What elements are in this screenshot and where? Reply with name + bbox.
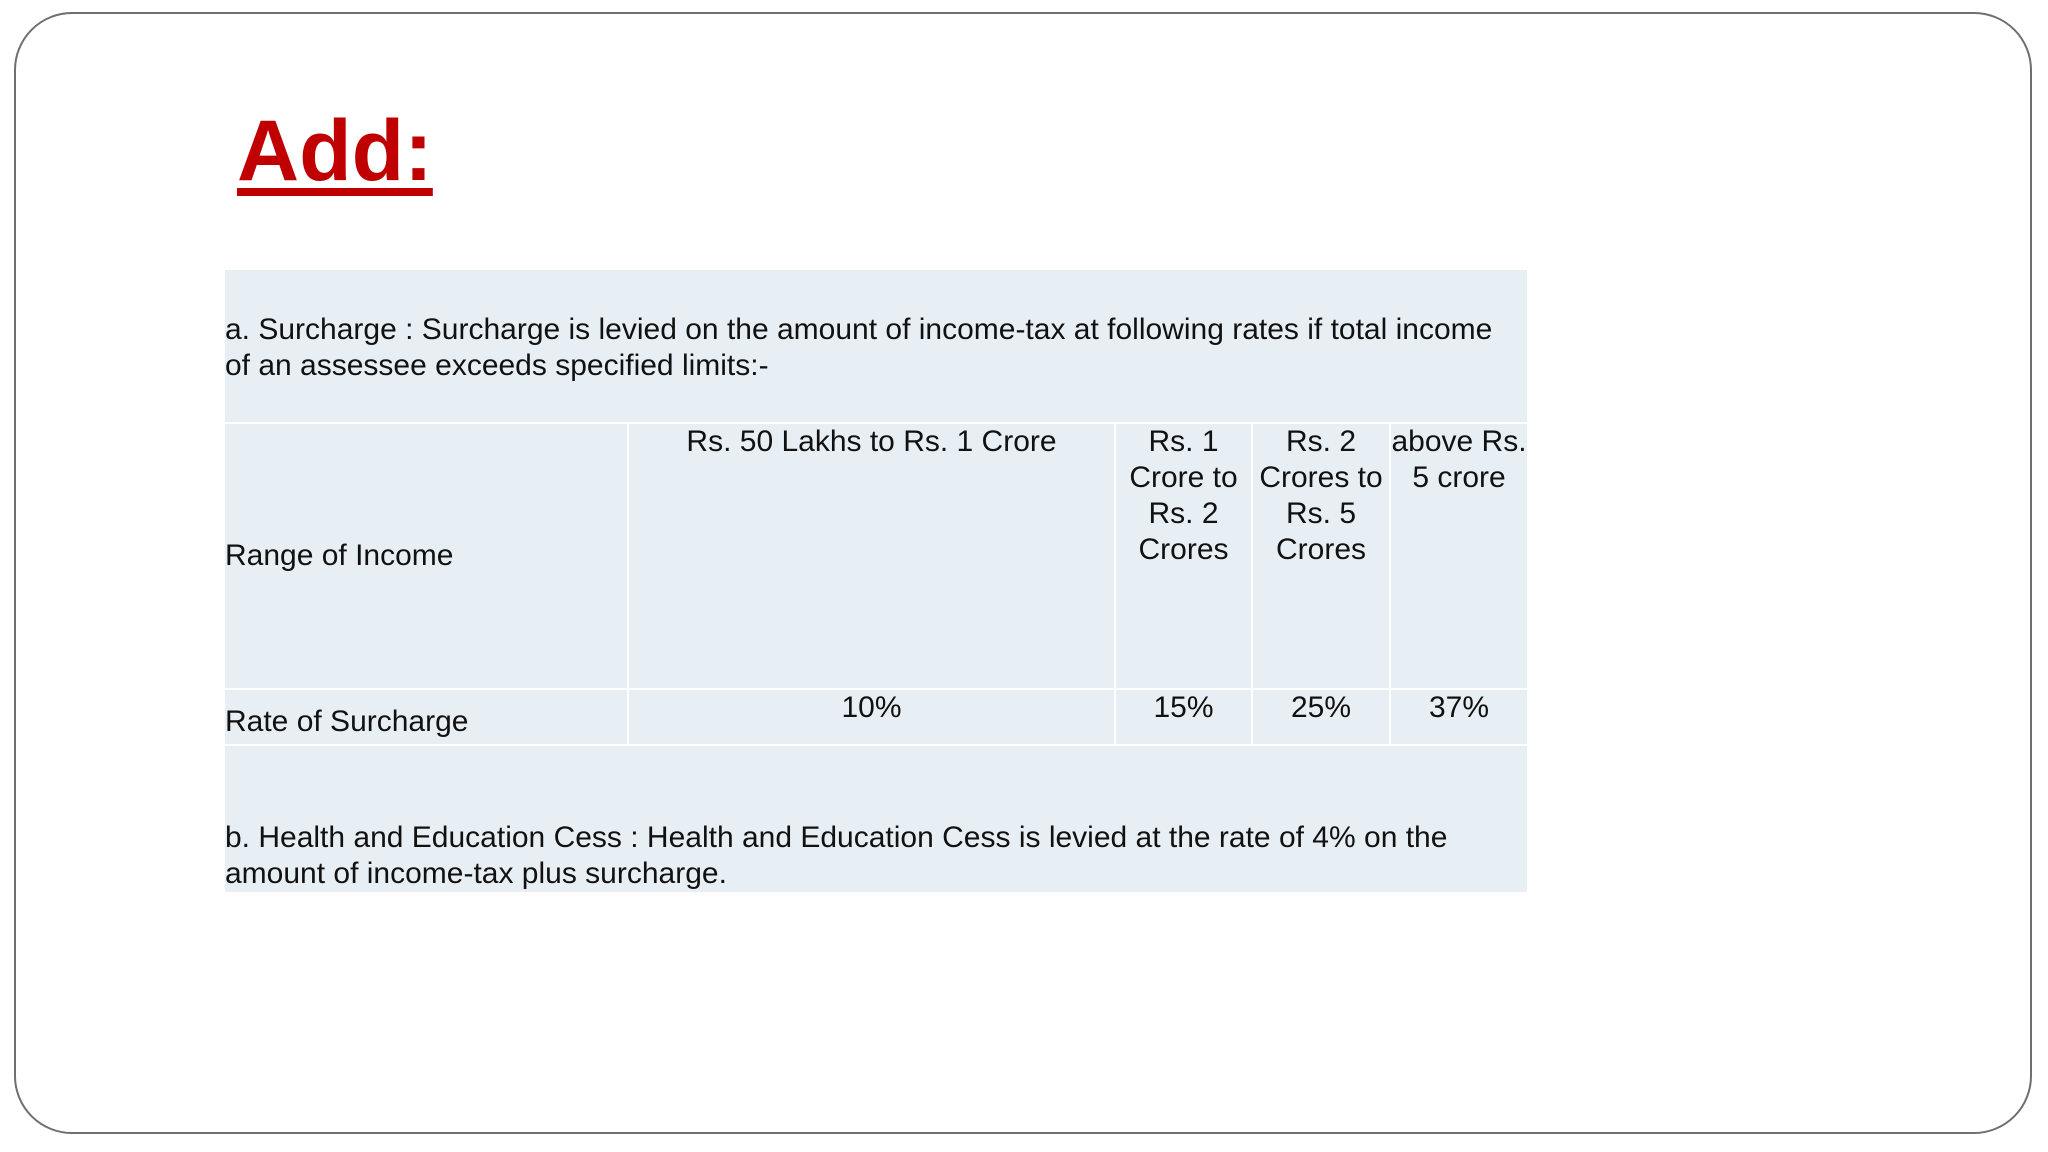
range-cell: Rs. 50 Lakhs to Rs. 1 Crore <box>628 423 1115 689</box>
range-cell: Rs. 1 Crore to Rs. 2 Crores <box>1115 423 1252 689</box>
surcharge-intro: a. Surcharge : Surcharge is levied on the amount of income-tax at following rates if total income of an assessee exceeds specified limits:- <box>225 313 1493 382</box>
rate-cell: 15% <box>1115 689 1252 745</box>
content-panel <box>225 270 1527 892</box>
rate-cell: 25% <box>1252 689 1390 745</box>
rate-cell: 10% <box>628 689 1115 745</box>
rate-of-surcharge-label: Rate of Surcharge <box>225 689 628 745</box>
range-cell: Rs. 2 Crores to Rs. 5 Crores <box>1252 423 1390 689</box>
surcharge-table <box>225 422 1527 746</box>
cess-text: b. Health and Education Cess : Health and Education Cess is levied at the rate of 4% on the amount of income-tax plus surcharge. <box>225 821 1448 890</box>
slide-title: Add: <box>237 103 433 199</box>
range-of-income-label: Range of Income <box>225 423 628 689</box>
table-row-range <box>225 423 1527 689</box>
table-row-rate <box>225 689 1527 745</box>
rate-cell: 37% <box>1390 689 1527 745</box>
range-cell: above Rs. 5 crore <box>1390 423 1527 689</box>
